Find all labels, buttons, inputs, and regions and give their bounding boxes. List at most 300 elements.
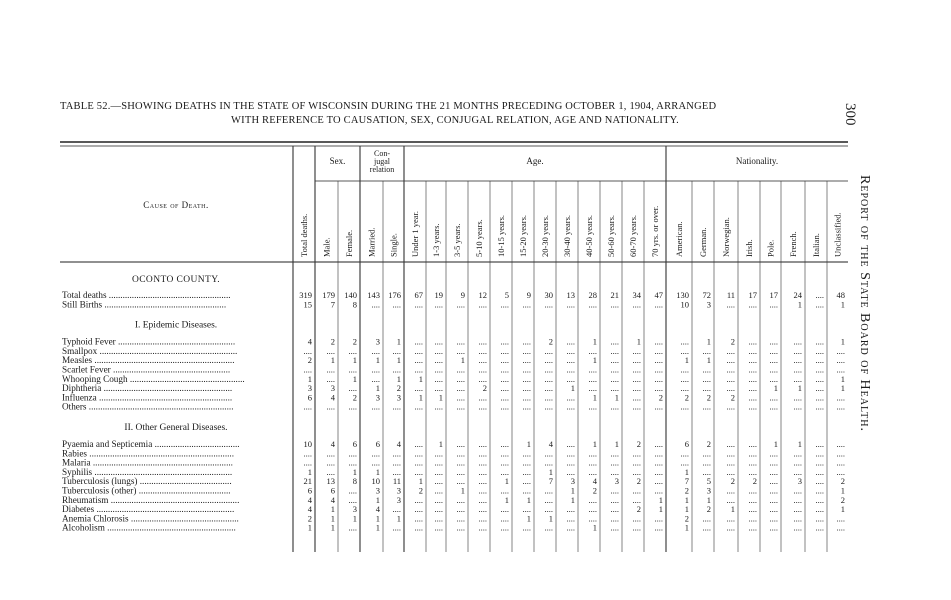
table-cell: .... [680,448,689,459]
table-cell: 1 [418,476,423,487]
table-cell: .... [680,383,689,394]
table-cell: 6 [307,392,312,403]
table-cell: .... [702,457,711,468]
table-cell: .... [702,383,711,394]
table-cell: .... [748,448,757,459]
table-cell: 2 [840,494,845,505]
table-cell: .... [815,373,824,384]
table-cell: .... [566,299,575,310]
table-cell: .... [500,299,509,310]
table-cell: .... [478,299,487,310]
table-cell: .... [500,439,509,449]
table-cell: .... [348,345,357,356]
table-cell: .... [500,364,509,375]
table-cell: .... [836,355,845,366]
column-header: 20-30 years. [540,214,550,257]
table-cell: 1 [307,466,312,477]
table-cell: .... [836,457,845,468]
table-cell: 2 [548,336,553,347]
table-cell: .... [392,457,401,468]
table-cell: .... [303,364,312,375]
column-header: 5-10 years. [474,219,484,257]
table-cell: 2 [706,392,711,403]
table-cell: .... [456,364,465,375]
column-header: 40-50 years. [584,214,594,257]
table-cell: .... [478,513,487,524]
table-cell: .... [654,466,663,477]
table-cell: .... [702,345,711,356]
table-cell: 1 [592,439,597,449]
table-cell: 1 [706,494,711,505]
table-cell: 4 [307,494,312,505]
table-cell: .... [522,355,531,366]
table-cell: .... [815,345,824,356]
column-header: 50-60 years. [606,214,616,257]
group-header-sex: Sex. [329,156,346,166]
table-cell: 48 [836,290,845,300]
table-cell: 1 [352,513,357,524]
table-cell: .... [500,485,509,496]
table-cell: .... [748,485,757,496]
table-cell: 3 [375,336,380,347]
table-cell: .... [500,457,509,468]
table-cell: .... [456,439,465,449]
table-cell: .... [414,355,423,366]
table-cell: .... [348,522,357,533]
table-cell: .... [588,466,597,477]
table-cell: 1 [330,355,335,366]
table-cell: .... [478,504,487,515]
table-cell: .... [748,401,757,412]
table-cell: .... [836,401,845,412]
table-cell: .... [414,448,423,459]
table-cell: .... [326,401,335,412]
table-cell: .... [478,522,487,533]
table-cell: .... [836,448,845,459]
table-cell: 8 [352,476,357,487]
table-cell: 1 [684,466,689,477]
row-label: Scarlet Fever ................................................... [62,364,231,375]
table-cell: 10 [303,439,312,449]
table-cell: .... [434,373,443,384]
table-cell: .... [815,392,824,403]
table-cell: .... [414,383,423,394]
table-cell: .... [726,373,735,384]
table-cell: .... [769,504,778,515]
table-cell: .... [456,299,465,310]
table-cell: 1 [460,355,465,366]
table-cell: .... [478,392,487,403]
table-cell: 1 [330,522,335,533]
table-cell: .... [522,336,531,347]
table-cell: .... [702,401,711,412]
table-cell: .... [588,299,597,310]
table-cell: .... [748,373,757,384]
table-cell: 2 [684,392,689,403]
table-cell: .... [588,448,597,459]
table-cell: .... [478,485,487,496]
table-cell: .... [610,355,619,366]
table-cell: 2 [482,383,487,394]
table-cell: .... [726,299,735,310]
table-cell: .... [478,345,487,356]
table-cell: .... [544,448,553,459]
column-header: 60-70 years. [628,214,638,257]
table-cell: .... [654,383,663,394]
table-cell: .... [414,364,423,375]
table-cell: .... [654,336,663,347]
table-cell: .... [522,299,531,310]
table-cell: .... [748,466,757,477]
table-cell: 1 [684,522,689,533]
table-cell: .... [726,457,735,468]
table-cell: 1 [570,485,575,496]
table-cell: .... [566,457,575,468]
table-cell: 4 [592,476,597,487]
table-cell: .... [769,373,778,384]
table-cell: 34 [632,290,641,300]
table-cell: 1 [570,494,575,505]
table-cell: .... [769,392,778,403]
table-cell: .... [748,299,757,310]
table-cell: .... [456,513,465,524]
table-cell: 2 [706,439,711,449]
table-cell: .... [434,345,443,356]
table-cell: .... [588,345,597,356]
table-cell: 3 [706,485,711,496]
table-cell: .... [588,364,597,375]
table-cell: 2 [658,392,663,403]
table-cell: .... [769,513,778,524]
table-cell: .... [414,466,423,477]
table-cell: .... [769,448,778,459]
table-cell: 1 [592,392,597,403]
table-cell: .... [522,504,531,515]
column-header: Female. [344,229,354,257]
table-cell: .... [632,494,641,505]
table-cell: 1 [840,485,845,496]
table-cell: 3 [706,299,711,310]
table-cell: 1 [438,392,443,403]
table-cell: .... [815,522,824,533]
table-cell: .... [748,345,757,356]
table-cell: 1 [684,504,689,515]
table-cell: .... [500,345,509,356]
row-label: Tuberculosis (lungs) ........................................ [62,476,232,487]
group-header-nationality: Nationality. [735,156,779,166]
table-cell: .... [769,485,778,496]
table-cell: .... [632,392,641,403]
table-cell: .... [500,522,509,533]
row-label: Syphilis ............................................................ [62,466,233,477]
table-cell: .... [793,392,802,403]
table-cell: .... [654,457,663,468]
table-cell: .... [566,364,575,375]
table-cell: .... [566,401,575,412]
table-cell: .... [815,476,824,487]
table-cell: .... [414,504,423,515]
table-cell: 10 [371,476,380,487]
column-header: French. [788,231,798,257]
table-cell: .... [632,345,641,356]
table-cell: 3 [570,476,575,487]
table-cell: .... [588,401,597,412]
table-cell: .... [680,401,689,412]
table-cell: .... [748,336,757,347]
table-cell: .... [478,457,487,468]
table-cell: .... [769,336,778,347]
table-cell: .... [544,485,553,496]
table-cell: 1 [330,504,335,515]
table-cell: .... [654,299,663,310]
table-cell: 3 [330,383,335,394]
table-cell: .... [478,439,487,449]
table-cell: .... [654,401,663,412]
table-cell: .... [769,345,778,356]
table-cell: 2 [730,476,735,487]
table-cell: .... [815,383,824,394]
table-cell: .... [793,466,802,477]
table-cell: .... [414,494,423,505]
table-cell: 6 [330,485,335,496]
row-label: Diabetes ............................................................ [62,504,235,515]
table-cell: .... [793,345,802,356]
table-cell: 2 [730,336,735,347]
table-cell: 15 [303,299,312,310]
table-cell: .... [793,448,802,459]
table-cell: .... [371,457,380,468]
table-cell: .... [815,448,824,459]
table-cell: .... [414,522,423,533]
table-cell: 1 [396,373,401,384]
table-cell: .... [414,513,423,524]
table-cell: .... [610,401,619,412]
column-header: 10-15 years. [496,214,506,257]
row-label: Measles ............................................................. [62,355,235,366]
table-cell: .... [434,364,443,375]
table-cell: .... [748,364,757,375]
table-cell: .... [434,336,443,347]
table-cell: .... [680,345,689,356]
table-cell: .... [326,345,335,356]
table-cell: .... [632,299,641,310]
column-header: Single. [388,233,399,257]
table-cell: 1 [840,336,845,347]
table-cell: .... [793,336,802,347]
table-cell: .... [392,522,401,533]
table-cell: .... [348,364,357,375]
row-label: Total deaths ..................................................... [62,290,231,300]
table-cell: .... [793,364,802,375]
table-cell: .... [815,504,824,515]
table-cell: 21 [303,476,312,487]
table-cell: .... [478,466,487,477]
table-cell: .... [566,392,575,403]
table-cell: .... [588,373,597,384]
table-cell: .... [632,485,641,496]
table-cell: 1 [797,299,802,310]
table-cell: .... [456,494,465,505]
table-cell: .... [478,494,487,505]
table-cell: 179 [322,290,335,300]
table-cell: .... [414,336,423,347]
table-cell: .... [500,373,509,384]
table-cell: .... [566,504,575,515]
table-cell: .... [326,457,335,468]
table-cell: .... [434,299,443,310]
table-cell: .... [456,476,465,487]
table-cell: .... [654,513,663,524]
row-label: Still Births ..................................................... [62,299,227,310]
row-label: Malaria ............................................................. [62,457,233,468]
table-cell: .... [544,364,553,375]
table-cell: .... [566,466,575,477]
table-cell: .... [392,504,401,515]
table-cell: .... [566,373,575,384]
table-cell: .... [566,439,575,449]
table-cell: 1 [396,336,401,347]
table-cell: 2 [592,485,597,496]
table-cell: 1 [548,466,553,477]
table-cell: 3 [797,476,802,487]
row-label: Typhoid Fever ................................................... [62,336,236,347]
table-cell: .... [434,504,443,515]
table-cell: .... [326,466,335,477]
table-cell: .... [456,345,465,356]
table-cell: 1 [526,513,531,524]
table-cell: 3 [396,485,401,496]
table-cell: .... [588,457,597,468]
table-cell: .... [726,439,735,449]
table-cell: 1 [840,383,845,394]
table-cell: .... [836,439,845,449]
table-title: TABLE 52.—SHOWING DEATHS IN THE STATE OF WISCONSIN DURING THE 21 MONTHS PRECEDING OCTOBER 1, 1904, ARRANGED [60,101,717,112]
table-cell: .... [566,522,575,533]
table-cell: .... [371,401,380,412]
section-heading: II. Other General Diseases. [124,423,228,433]
running-head: Report of the State Board of Health. [857,175,872,432]
table-cell: .... [748,457,757,468]
table-cell: .... [654,364,663,375]
table-cell: .... [726,448,735,459]
row-label: Rheumatism ........................................................ [62,494,240,505]
table-cell: .... [748,494,757,505]
table-cell: .... [456,466,465,477]
table-cell: 1 [375,513,380,524]
table-cell: 1 [526,494,531,505]
table-cell: 4 [307,504,312,515]
table-cell: 3 [307,383,312,394]
table-cell: .... [522,345,531,356]
table-cell: .... [566,448,575,459]
table-cell: 1 [375,355,380,366]
table-cell: .... [769,522,778,533]
table-cell: .... [500,401,509,412]
table-cell: .... [588,383,597,394]
group-header-conjugal-line: jugal [374,157,390,166]
table-cell: .... [456,457,465,468]
table-cell: .... [522,522,531,533]
table-cell: .... [566,355,575,366]
table-cell: .... [610,373,619,384]
table-cell: 28 [588,290,597,300]
table-cell: .... [654,448,663,459]
table-cell: 1 [526,439,531,449]
table-cell: 7 [684,476,689,487]
column-header: Italian. [811,233,821,257]
table-cell: 7 [548,476,553,487]
table-cell: .... [769,401,778,412]
table-cell: .... [632,448,641,459]
table-cell: .... [522,485,531,496]
table-cell: .... [836,392,845,403]
table-cell: .... [726,364,735,375]
table-cell: 1 [418,373,423,384]
table-cell: .... [478,401,487,412]
table-cell: .... [632,522,641,533]
table-cell: .... [303,345,312,356]
table-cell: 3 [375,392,380,403]
table-cell: .... [702,522,711,533]
table-cell: 24 [793,290,802,300]
table-cell: .... [610,494,619,505]
table-cell: .... [478,448,487,459]
column-header: Pole. [765,239,776,257]
table-cell: .... [434,513,443,524]
table-cell: 6 [307,485,312,496]
row-label: Smallpox ............................................................ [62,345,238,356]
table-cell: .... [544,299,553,310]
column-header: 3-5 years. [452,223,462,257]
table-cell: 319 [299,290,312,300]
table-cell: .... [348,485,357,496]
table-cell: .... [348,448,357,459]
table-cell: 1 [773,439,778,449]
table-cell: 11 [726,290,735,300]
column-header: 15-20 years. [518,214,528,257]
table-cell: .... [793,373,802,384]
table-cell: 1 [797,439,802,449]
table-cell: .... [680,373,689,384]
table-cell: 9 [526,290,531,300]
table-cell: 72 [702,290,711,300]
table-cell: .... [793,494,802,505]
table-cell: 1 [730,504,735,515]
column-header: Married. [366,227,377,257]
table-cell: .... [793,355,802,366]
table-cell: 1 [330,513,335,524]
table-cell: .... [348,401,357,412]
table-cell: .... [392,299,401,310]
table-cell: 1 [592,355,597,366]
table-cell: 143 [367,290,380,300]
table-cell: .... [815,439,824,449]
table-cell: .... [610,448,619,459]
table-cell: .... [726,485,735,496]
table-cell: .... [793,513,802,524]
table-cell: 1 [418,392,423,403]
table-cell: 9 [460,290,465,300]
table-cell: .... [836,522,845,533]
table-cell: .... [566,513,575,524]
table-cell: .... [434,476,443,487]
table-cell: 7 [330,299,335,310]
table-cell: .... [769,494,778,505]
table-cell: .... [836,513,845,524]
table-cell: .... [434,355,443,366]
table-cell: .... [588,504,597,515]
table-cell: 1 [396,355,401,366]
